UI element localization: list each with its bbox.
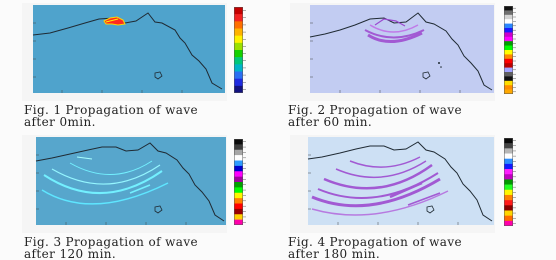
colorbar xyxy=(234,7,254,93)
colorbar-swatch xyxy=(504,15,513,20)
colorbar-swatch xyxy=(504,28,513,33)
colorbar-swatch xyxy=(504,190,513,195)
figure-2-panel xyxy=(290,3,530,101)
colorbar-swatch xyxy=(504,216,513,221)
caption-text: Propagation of wave xyxy=(65,235,199,249)
colorbar xyxy=(234,139,254,225)
caption-time: after 120 min. xyxy=(24,247,117,260)
colorbar-swatch xyxy=(234,182,243,188)
figure-number: Fig. 3 xyxy=(24,235,62,249)
caption-time: after 60 min. xyxy=(288,115,373,129)
colorbar-swatch xyxy=(504,200,513,205)
colorbar-swatch xyxy=(504,68,513,73)
colorbar-swatch xyxy=(504,195,513,200)
colorbar xyxy=(504,138,524,226)
figure-3-caption xyxy=(24,236,274,260)
colorbar-swatch xyxy=(504,10,513,15)
colorbar-swatch xyxy=(234,161,243,167)
colorbar-swatch xyxy=(504,24,513,29)
colorbar-swatch xyxy=(234,155,243,161)
figure-number: Fig. 4 xyxy=(288,235,326,249)
colorbar-swatch xyxy=(234,14,243,21)
colorbar-swatch xyxy=(504,148,513,153)
colorbar-swatch xyxy=(504,169,513,174)
colorbar-swatch xyxy=(504,32,513,37)
colorbar-swatch xyxy=(504,154,513,159)
colorbar-swatch xyxy=(234,7,243,14)
colorbar-swatch xyxy=(504,50,513,55)
colorbar-swatch xyxy=(234,57,243,64)
caption-text: Propagation of wave xyxy=(329,235,463,249)
figure-3-panel xyxy=(22,135,262,233)
colorbar-swatch xyxy=(234,79,243,86)
colorbar-swatch xyxy=(504,54,513,59)
wave-map-120min xyxy=(22,135,262,233)
colorbar-swatch xyxy=(234,139,243,145)
colorbar-swatch xyxy=(504,81,513,86)
colorbar-swatch xyxy=(234,72,243,79)
colorbar-swatch xyxy=(234,187,243,193)
figure-number: Fig. 1 xyxy=(24,103,62,117)
caption-time: after 0min. xyxy=(24,115,96,129)
colorbar-swatch xyxy=(504,76,513,81)
figure-2-caption xyxy=(288,104,538,128)
colorbar-swatch xyxy=(504,138,513,143)
colorbar-swatch xyxy=(234,198,243,204)
colorbar-swatch xyxy=(234,64,243,71)
colorbar-swatch xyxy=(234,86,243,93)
wave-map-60min xyxy=(290,3,530,101)
colorbar-swatch xyxy=(504,174,513,179)
wave-map-180min xyxy=(290,135,530,233)
wave-map-0min xyxy=(22,3,262,101)
caption-text: Propagation of wave xyxy=(329,103,463,117)
colorbar-swatch xyxy=(504,159,513,164)
figure-1-panel xyxy=(22,3,262,101)
figure-4-panel xyxy=(290,135,530,233)
colorbar-swatch xyxy=(234,220,243,225)
figure-number: Fig. 2 xyxy=(288,103,326,117)
colorbar-swatch xyxy=(504,6,513,11)
colorbar-swatch xyxy=(504,59,513,64)
colorbar-swatch xyxy=(504,41,513,46)
colorbar-swatch xyxy=(234,204,243,210)
colorbar-swatch xyxy=(504,63,513,68)
colorbar-swatch xyxy=(234,166,243,172)
colorbar-swatch xyxy=(234,214,243,220)
colorbar-swatch xyxy=(504,37,513,42)
colorbar-swatch xyxy=(234,177,243,183)
caption-time: after 180 min. xyxy=(288,247,381,260)
colorbar-swatch xyxy=(504,164,513,169)
colorbar-swatch xyxy=(234,144,243,150)
colorbar-swatch xyxy=(504,46,513,51)
colorbar-swatch xyxy=(234,193,243,199)
figure-4-caption xyxy=(288,236,538,260)
colorbar-swatch xyxy=(504,179,513,184)
colorbar-swatch xyxy=(504,221,513,226)
colorbar-swatch xyxy=(234,43,243,50)
colorbar-swatch xyxy=(504,143,513,148)
colorbar-swatch xyxy=(234,36,243,43)
colorbar-swatch xyxy=(504,210,513,215)
figure-1-caption xyxy=(24,104,274,128)
map-background xyxy=(33,5,225,93)
colorbar-swatch xyxy=(234,50,243,57)
colorbar-swatch xyxy=(504,205,513,210)
colorbar-swatch xyxy=(504,85,513,90)
colorbar-swatch xyxy=(504,19,513,24)
colorbar-swatch xyxy=(504,72,513,77)
colorbar-swatch xyxy=(234,29,243,36)
colorbar-swatch xyxy=(234,171,243,177)
colorbar-swatch xyxy=(234,150,243,156)
colorbar-swatch xyxy=(234,21,243,28)
colorbar-swatch xyxy=(234,209,243,215)
colorbar-swatch xyxy=(504,185,513,190)
colorbar-swatch xyxy=(504,90,513,94)
caption-text: Propagation of wave xyxy=(65,103,199,117)
map-background xyxy=(310,5,494,93)
colorbar xyxy=(504,6,524,94)
